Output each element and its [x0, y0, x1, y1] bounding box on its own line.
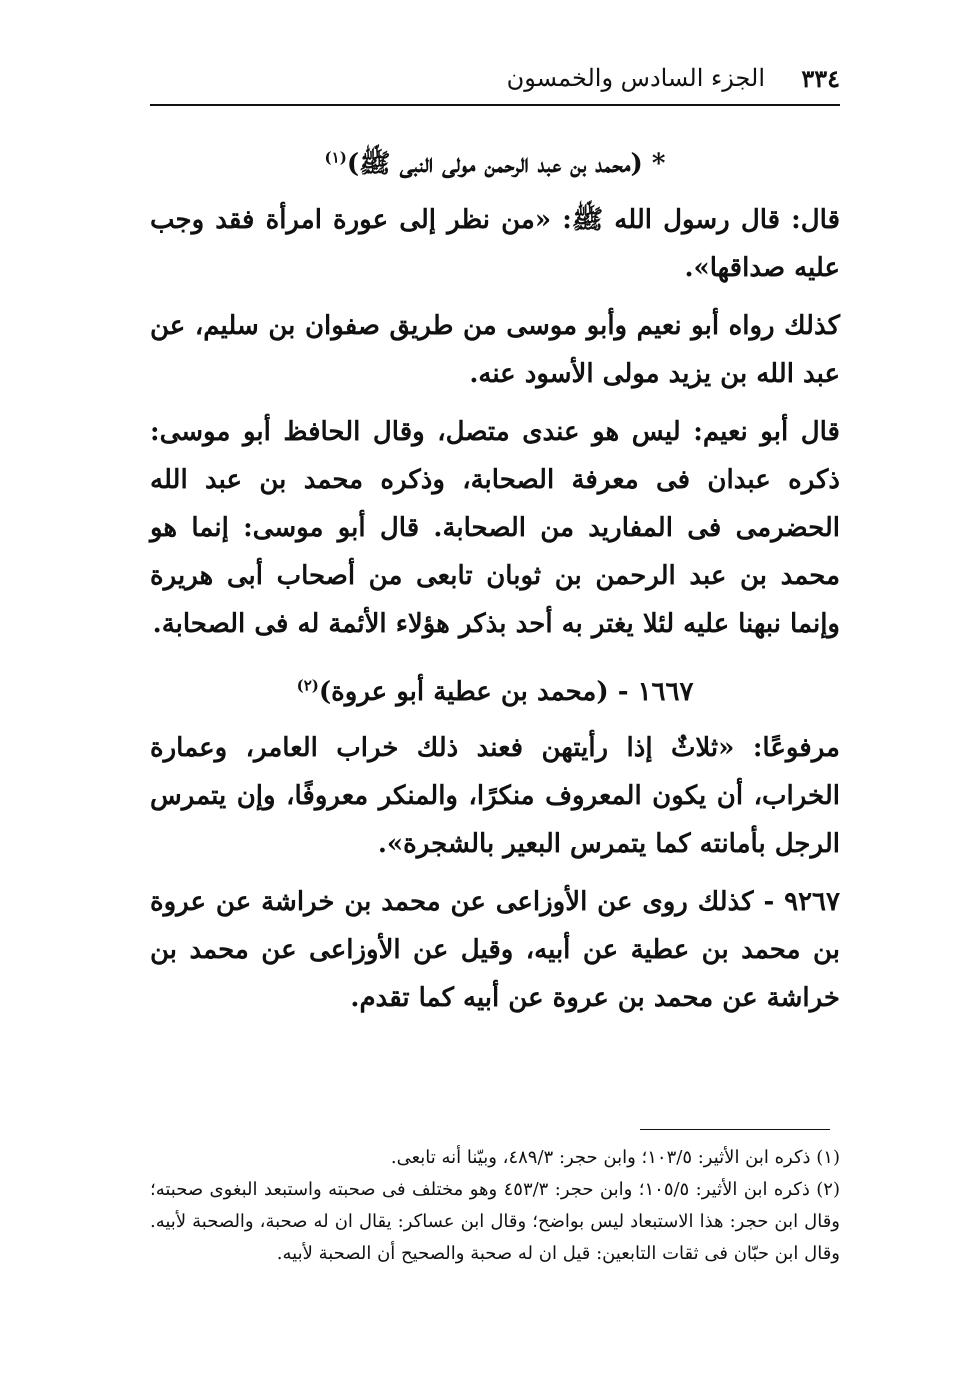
paragraph [150, 878, 840, 1022]
footnote: (١) ذكره ابن الأثير: ١٠٣/٥؛ وابن حجر: ٤٨٩/٣، وبيّنا أنه تابعى. [390, 1147, 840, 1168]
paragraph: قال: قال رسول الله ﷺ: «من نظر إلى عورة امرأة فقد وجب عليه صداقها». [150, 205, 840, 283]
page-number: ٣٣٤ [801, 64, 840, 93]
paragraph: كذلك رواه أبو نعيم وأبو موسى من طريق صفوان بن سليم، عن عبد الله بن يزيد مولى الأسود عنه. [150, 311, 840, 389]
paragraph-text: كذلك روى عن الأوزاعى عن محمد بن خراشة عن عروة بن محمد بن عطية عن أبيه، وقيل عن الأوزاعى عن محمد بن خراشة عن محمد بن عروة عن أبيه كما تقدم. [150, 887, 840, 1013]
entry-dash: - [608, 677, 638, 707]
entry-heading-text: (محمد بن عطية أبو عروة) [318, 677, 609, 707]
footnote-ref: (٢) [296, 676, 319, 695]
footnote: (٢) ذكره ابن الأثير: ١٠٥/٥؛ وابن حجر: ٤٥٣/٣ وهو مختلف فى صحبته واستبعد البغوى صحبته؛ وقال ابن حجر: هذا الاستبعاد ليس بواضح؛ وقال ابن عساكر: يقال ان له صحبة، والصحبة لأبيه. وقال ابن حبّان فى ثقات التابعين: قيل ان له صحبة والصحيح أن الصحبة لأبيه. [150, 1179, 840, 1264]
entry-heading-text: * (محمد بن عبد الرحمن مولى النبى ﷺ) [346, 149, 666, 179]
running-header [150, 60, 840, 100]
entry-heading [150, 668, 840, 716]
entry-number: ١٦٦٧ [637, 677, 694, 707]
paragraph: مرفوعًا: «ثلاثٌ إذا رأيتهن فعند ذلك خراب العامر، وعمارة الخراب، أن يكون المعروف منكرًا، والمنكر معروفًا، وإن يتمرس الرجل بأمانته كما يتمرس البعير بالشجرة». [150, 733, 840, 859]
entry-heading [150, 140, 840, 188]
footnote-ref: (١) [324, 148, 347, 167]
part-title: الجزء السادس والخمسون [506, 64, 765, 92]
entry-number: ٩٢٦٧ [784, 887, 840, 917]
entry-dash: - [753, 887, 785, 917]
footnotes [150, 1142, 840, 1270]
header-divider [150, 104, 840, 106]
paragraph: قال أبو نعيم: ليس هو عندى متصل، وقال الحافظ أبو موسى: ذكره عبدان فى معرفة الصحابة، وذكره محمد بن عبد الله الحضرمى فى المفاريد من الصحابة. قال أبو موسى: إنما هو محمد بن عبد الرحمن بن ثوبان تابعى من أصحاب أبى هريرة وإنما نبهنا عليه لئلا يغتر به أحد بذكر هؤلاء الأئمة له فى الصحابة. [150, 417, 840, 639]
main-text [150, 140, 840, 1032]
footnote-divider [640, 1129, 830, 1130]
